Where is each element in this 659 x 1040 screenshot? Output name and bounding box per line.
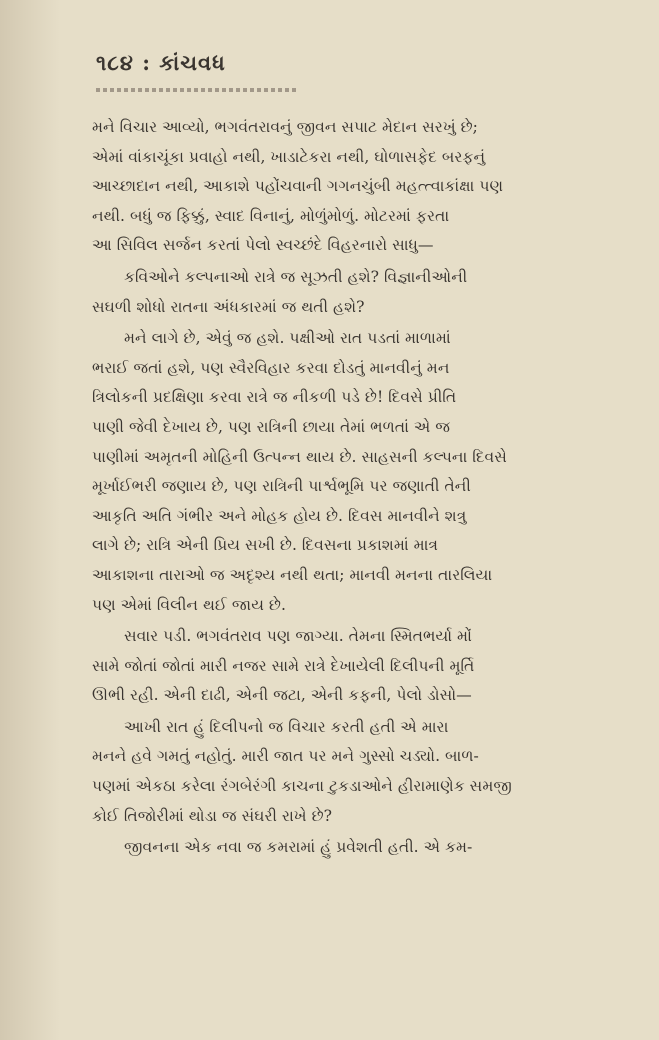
text-line: ઊભી રહી. એની દાઢી, એની જટા, એની કફની, પેલો ડોસો— bbox=[92, 686, 472, 705]
text-line: મને લાગે છે, એવું જ હશે. પક્ષીઓ રાત પડતાં માળામાં bbox=[124, 329, 451, 348]
header-rule bbox=[96, 88, 296, 92]
text-line: સવાર પડી. ભગવંતરાવ પણ જાગ્યા. તેમના સ્મિતભર્યા મોં bbox=[124, 627, 472, 646]
text-line: કોઈ તિજોરીમાં થોડા જ સંઘરી રાખે છે? bbox=[92, 806, 332, 825]
text-line: એમાં વાંકાચૂંકા પ્રવાહો નથી, ખાડાટેકરા નથી, ઘોળાસફેદ બરફનું bbox=[92, 147, 486, 166]
body-text bbox=[92, 113, 622, 865]
text-line: જીવનના એક નવા જ કમરામાં હું પ્રવેશતી હતી. એ કમ- bbox=[124, 838, 473, 857]
text-line: આચ્છાદાન નથી, આકાશે પહોંચવાની ગગનચુંબી મહત્ત્વાકાંક્ષા પણ bbox=[92, 177, 504, 196]
text-line: કવિઓને કલ્પનાઓ રાત્રે જ સૂઝતી હશે? વિજ્ઞાનીઓની bbox=[124, 267, 468, 286]
text-line: મને વિચાર આવ્યો, ભગવંતરાવનું જીવન સપાટ મેદાન સરખું છે; bbox=[92, 118, 478, 136]
text-line: ત્રિલોકની પ્રદક્ષિણા કરવા રાત્રે જ નીકળી પડે છે! દિવસે પ્રીતિ bbox=[92, 388, 457, 407]
text-line: આખી રાત હું દિલીપનો જ વિચાર કરતી હતી એ મારા bbox=[124, 717, 449, 736]
text-line: મનને હવે ગમતું નહોતું. મારી જાત પર મને ગુસ્સો ચડ્યો. બાળ- bbox=[92, 747, 479, 766]
text-line: પણમાં એકઠા કરેલા રંગબેરંગી કાચના ટુકડાઓને હીરામાણેક સમજી bbox=[92, 777, 512, 796]
text-line: પાણી જેવી દેખાય છે, પણ રાત્રિની છાયા તેમાં ભળતાં એ જ bbox=[92, 417, 451, 436]
text-line: નથી. બધું જ ફિક્કું, સ્વાદ વિનાનું, મોળુંમોળું. મોટરમાં ફરતા bbox=[92, 206, 450, 225]
page-header bbox=[96, 50, 226, 76]
text-line: સામે જોતાં જોતાં મારી નજર સામે રાત્રે દેખાયેલી દિલીપની મૂર્તિ bbox=[92, 656, 475, 675]
paragraph bbox=[92, 833, 622, 863]
running-title: કાંચવધ bbox=[159, 50, 226, 75]
paragraph bbox=[92, 622, 622, 711]
text-line: સઘળી શોધો રાતના અંધકારમાં જ થતી હશે? bbox=[92, 297, 365, 316]
text-line: આકાશના તારાઓ જ અદૃશ્ય નથી થતા; માનવી મનના તારલિયા bbox=[92, 565, 493, 584]
page-spine-shadow bbox=[0, 0, 60, 1040]
header-separator: : bbox=[142, 50, 151, 75]
text-line: મૂર્ખાઈભરી જણાય છે, પણ રાત્રિની પાર્શ્વભૂમિ પર જણાતી તેની bbox=[92, 477, 471, 496]
text-line: પાણીમાં અમૃતની મોહિની ઉત્પન્ન થાય છે. સાહસની કલ્પના દિવસે bbox=[92, 447, 507, 466]
paragraph bbox=[92, 324, 622, 620]
text-line: આ સિવિલ સર્જન કરતાં પેલો સ્વચ્છંદે વિહરનારો સાધુ— bbox=[92, 236, 434, 255]
text-line: આકૃતિ અતિ ગંભીર અને મોહક હોય છે. દિવસ માનવીને શત્રુ bbox=[92, 506, 467, 525]
page-number: ૧૮૪ bbox=[96, 50, 134, 75]
text-line: ભરાઈ જતાં હશે, પણ સ્વૈરવિહાર કરવા દોડતું માનવીનું મન bbox=[92, 358, 450, 377]
text-line: લાગે છે; રાત્રિ એની પ્રિય સખી છે. દિવસના પ્રકાશમાં માત્ર bbox=[92, 536, 439, 555]
paragraph bbox=[92, 113, 622, 261]
text-line: પણ એમાં વિલીન થઈ જાય છે. bbox=[92, 595, 286, 614]
paragraph bbox=[92, 713, 622, 831]
paragraph bbox=[92, 263, 622, 322]
